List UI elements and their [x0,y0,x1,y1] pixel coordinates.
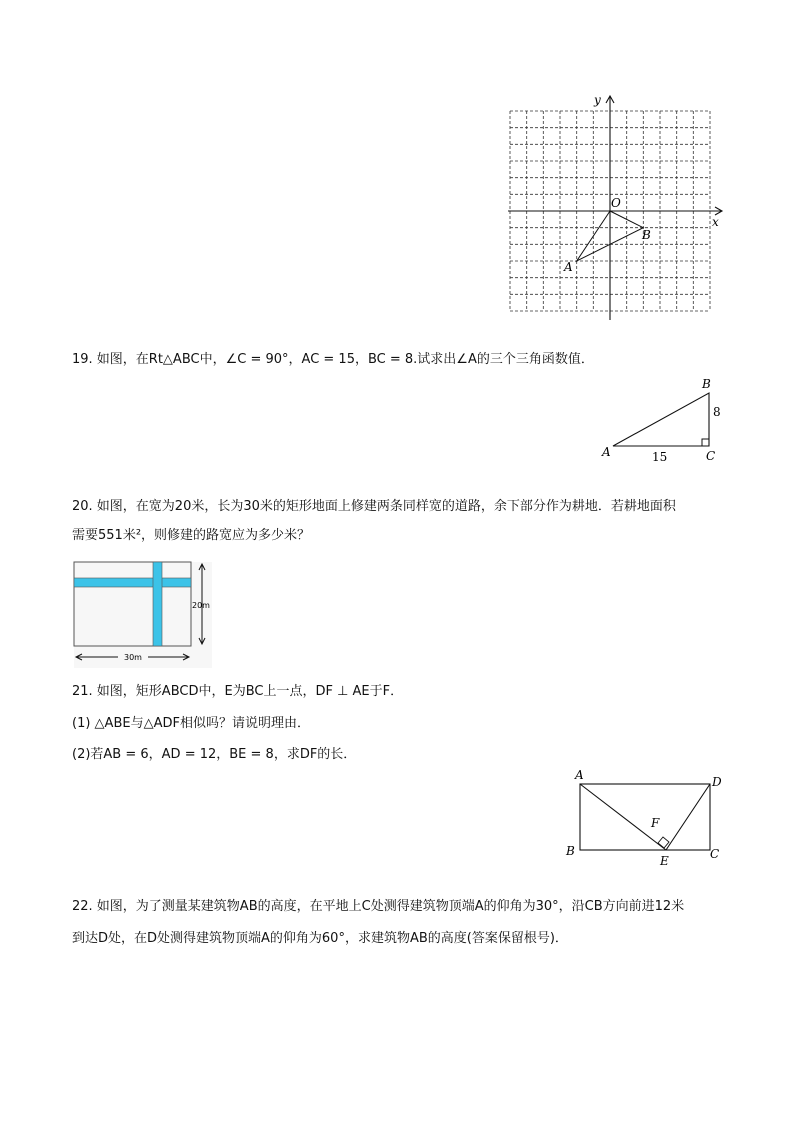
vertical-road [153,562,162,646]
question-21-figure [562,766,732,872]
field-rectangle [74,562,191,646]
question-22-line-2: 到达D处，在D处测得建筑物顶端A的仰角为60°，求建筑物AB的高度(答案保留根号)． [72,931,568,946]
coordinate-grid-figure [500,88,730,324]
question-21-line-1: 21. 如图，矩形ABCD中，E为BC上一点，DF ⊥ AE于F． [72,684,404,699]
side-ac-label: 15 [652,450,668,464]
vertex-b-label: B [702,377,711,391]
segment-de [666,784,710,850]
width-label: 20m [192,601,210,610]
point-f-label: F [651,816,660,830]
length-label: 30m [124,653,142,662]
question-21-line-3: (2)若AB = 6，AD = 12，BE = 8，求DF的长． [72,747,357,762]
vertex-c-label: C [710,847,720,861]
right-angle-mark-f [658,837,669,848]
question-20-line-1: 20. 如图，在宽为20米，长为30米的矩形地面上修建两条同样宽的道路，余下部分作为耕地．若耕地面积 [72,499,676,514]
question-20-line-2: 需要551米²，则修建的路宽应为多少米？ [72,528,311,543]
question-20-figure [70,560,216,670]
triangle-abc [613,393,709,446]
rectangle-abcd [580,784,710,850]
vertex-a-label: A [575,768,584,782]
right-angle-mark [702,439,709,446]
vertex-d-label: D [712,775,722,789]
point-e-label: E [660,854,669,868]
x-axis-label: x [712,215,719,229]
vertex-b-label: B [566,844,575,858]
vertex-a-label: A [602,445,611,459]
horizontal-road [74,578,191,587]
point-b-label: B [642,228,651,242]
question-22-line-1: 22. 如图，为了测量某建筑物AB的高度，在平地上C处测得建筑物顶端A的仰角为30°，沿CB方向前进12米 [72,899,685,914]
vertex-c-label: C [706,449,716,463]
side-bc-label: 8 [713,405,721,419]
question-19-text: 19. 如图，在Rt△ABC中，∠C = 90°，AC = 15，BC = 8.试求出∠A的三个三角函数值． [72,352,594,367]
origin-label: O [611,196,621,210]
point-a-label: A [564,260,573,274]
y-axis-label: y [594,93,601,107]
question-19-figure [596,376,726,466]
question-21-line-2: (1) △ABE与△ADF相似吗？请说明理由． [72,716,310,731]
